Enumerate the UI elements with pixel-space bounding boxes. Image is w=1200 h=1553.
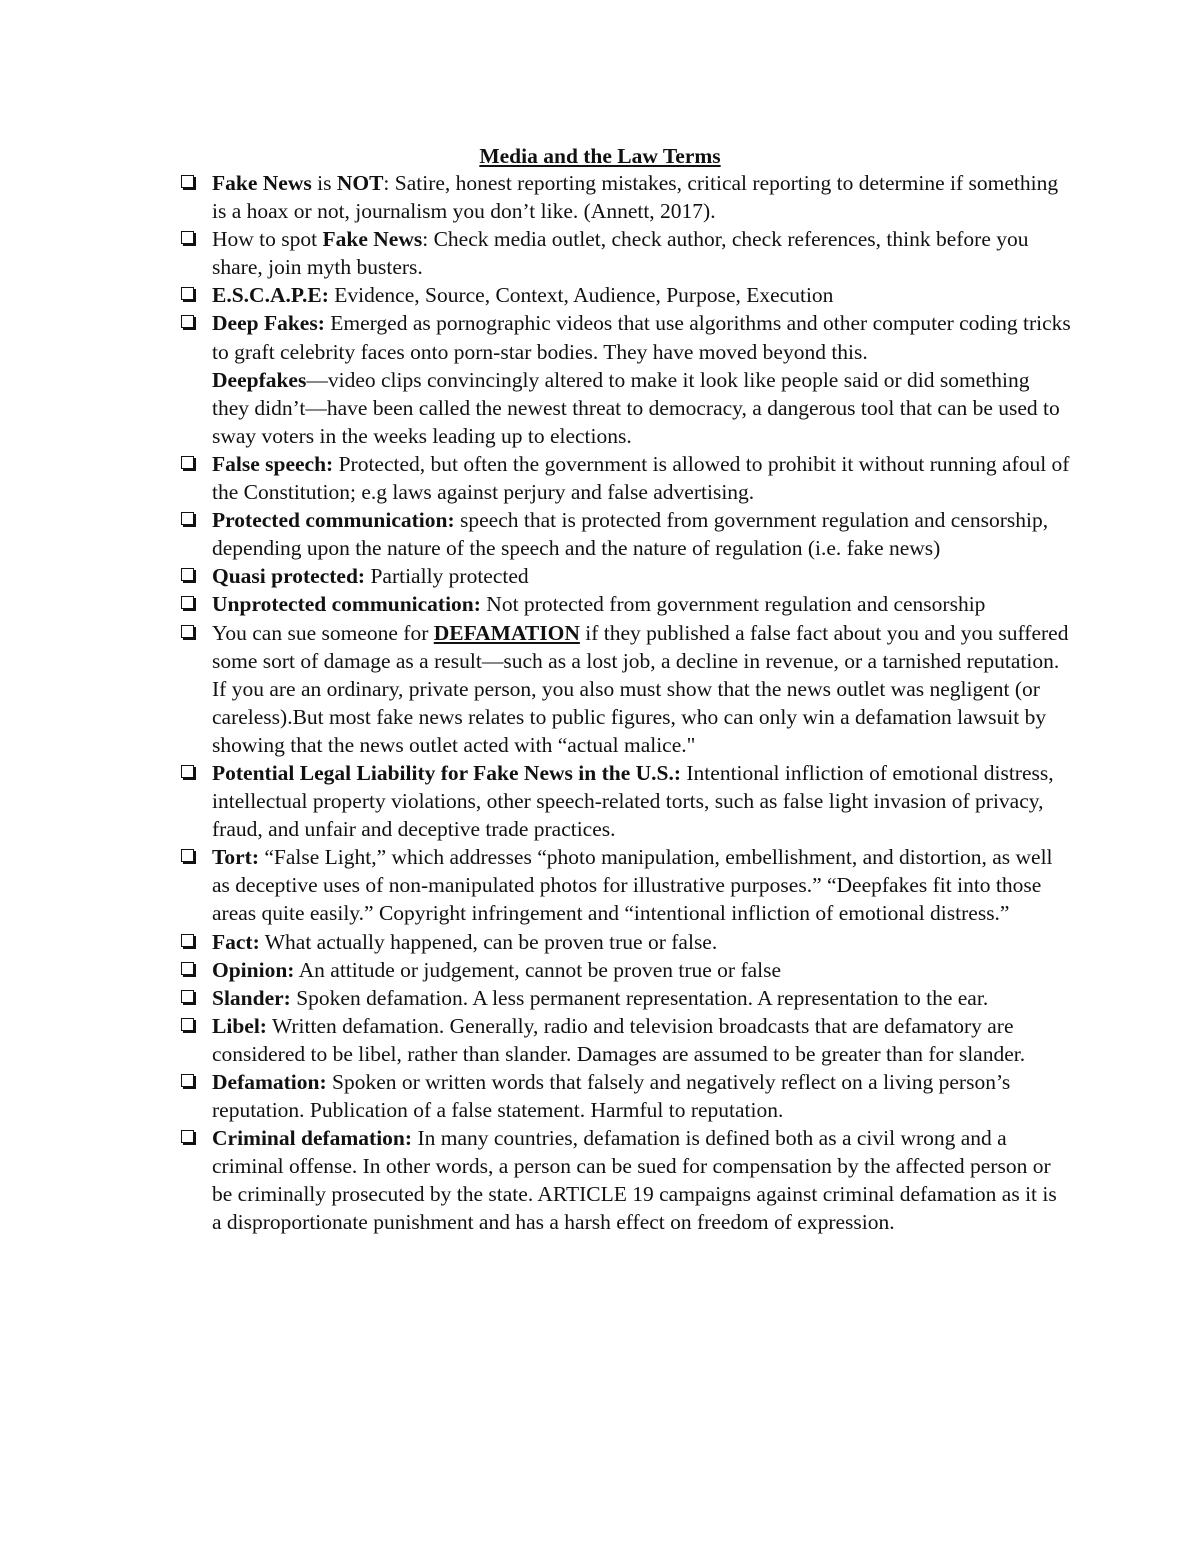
checkbox-bullet-icon: [181, 962, 194, 975]
term-label: Fake News: [212, 171, 312, 195]
term-text: Spoken or written words that falsely and negatively reflect on a living person’s reputation. Publication of a false statement. Harmful to reputation.: [212, 1070, 1011, 1123]
checkbox-bullet-icon: [181, 990, 194, 1003]
term-text: : Satire, honest reporting mistakes, critical reporting to determine if something is a hoax or not, journalism you don’t like. (Annett, 2017).: [212, 171, 1059, 224]
term-text: In many countries, defamation is defined both as a civil wrong and a criminal offense. In other words, a person can be sued for compensation by the affected person or be criminally prosecuted by the state. ARTICLE 19 campaigns against criminal defamation as it is a disproportionate punishment and has a harsh effect on freedom of expression.: [212, 1126, 1057, 1235]
term-text: An attitude or judgement, cannot be proven true or false: [294, 957, 782, 982]
term-label: Deep Fakes:: [212, 311, 325, 336]
checkbox-bullet-icon: [181, 1074, 194, 1087]
term-label: Libel:: [212, 1013, 267, 1038]
term-label: False speech:: [212, 451, 334, 476]
checkbox-bullet-icon: [181, 175, 194, 188]
list-item: [181, 1012, 1071, 1068]
term-label: Fact:: [212, 929, 260, 954]
checkbox-bullet-icon: [181, 568, 194, 581]
term-label: Quasi protected:: [212, 564, 366, 589]
list-item: [181, 928, 1071, 956]
list-item: [181, 843, 1071, 927]
term-label: Opinion:: [212, 957, 295, 982]
checkbox-bullet-icon: [181, 1018, 194, 1031]
checkbox-bullet-icon: [181, 625, 194, 638]
list-item: [181, 309, 1071, 449]
term-text: Not protected from government regulation and censorship: [480, 592, 986, 617]
list-item: [181, 225, 1071, 281]
terms-list: [181, 169, 1071, 1237]
term-text: speech that is protected from government regulation and censorship, depending upon the nature of the speech and the nature of regulation (i.e. fake news): [212, 508, 1049, 561]
checkbox-bullet-icon: [181, 231, 194, 244]
term-label: DEFAMATION: [433, 620, 580, 645]
term-text: You can sue someone for: [212, 620, 434, 645]
checkbox-bullet-icon: [181, 596, 194, 609]
checkbox-bullet-icon: [181, 287, 194, 300]
list-item: [181, 281, 1071, 309]
term-label: Fake News: [322, 227, 423, 252]
term-text: Emerged as pornographic videos that use algorithms and other computer coding tricks to graft celebrity faces onto porn-star bodies. They have moved beyond this.: [212, 311, 1071, 364]
list-item: [181, 956, 1071, 984]
term-text: Intentional infliction of emotional distress, intellectual property violations, other speech-related torts, such as false light invasion of privacy, fraud, and unfair and deceptive trade practices.: [212, 760, 1054, 842]
list-item: [181, 562, 1071, 590]
list-item: [181, 590, 1071, 618]
term-text: Protected, but often the government is allowed to prohibit it without running afoul of the Constitution; e.g laws against perjury and false advertising.: [212, 451, 1070, 505]
list-item: [181, 169, 1071, 225]
term-text: Partially protected: [365, 564, 529, 589]
list-item: [181, 619, 1071, 759]
list-item: [181, 450, 1071, 506]
list-item: [181, 1124, 1071, 1236]
term-label: Criminal defamation:: [212, 1126, 413, 1151]
checkbox-bullet-icon: [181, 765, 194, 778]
term-text: Spoken defamation. A less permanent representation. A representation to the ear.: [290, 985, 989, 1010]
term-label: Potential Legal Liability for Fake News in the U.S.:: [212, 760, 682, 785]
term-text: is: [311, 171, 337, 195]
list-item: [181, 1068, 1071, 1124]
checkbox-bullet-icon: [181, 315, 194, 328]
term-text: Written defamation. Generally, radio and television broadcasts that are defamatory are considered to be libel, rather than slander. Damages are assumed to be greater than for slander.: [212, 1013, 1026, 1066]
term-text: : Check media outlet, check author, check references, think before you share, join myth busters.: [212, 227, 1029, 280]
term-label: Slander:: [212, 985, 291, 1010]
checkbox-bullet-icon: [181, 849, 194, 862]
term-label: Unprotected communication:: [212, 592, 481, 617]
term-label: Deepfakes: [212, 367, 307, 392]
term-label: E.S.C.A.P.E:: [212, 283, 329, 308]
checkbox-bullet-icon: [181, 934, 194, 947]
list-item: [181, 984, 1071, 1012]
list-item: [181, 759, 1071, 843]
page-title: Media and the Law Terms: [479, 144, 721, 168]
checkbox-bullet-icon: [181, 512, 194, 525]
term-text: Evidence, Source, Context, Audience, Purpose, Execution: [328, 283, 834, 308]
term-text: How to spot: [212, 227, 323, 252]
list-item: [181, 506, 1071, 562]
term-label: Defamation:: [212, 1070, 327, 1094]
term-text: “False Light,” which addresses “photo manipulation, embellishment, and distortion, as well as deceptive uses of non-manipulated photos for illustrative purposes.” “Deepfakes fit into those areas quite easily.” Copyright infringement and “intentional infliction of emotional distress.”: [212, 845, 1053, 926]
term-label: NOT: [336, 171, 384, 195]
term-label: Tort:: [212, 845, 259, 870]
term-label: Protected communication:: [212, 508, 455, 533]
term-text: if they published a false fact about you and you suffered some sort of damage as a result—such as a lost job, a decline in revenue, or a tarnished reputation. If you are an ordinary, private person, you also must show that the news outlet was negligent (or careless).But most fake news relates to public figures, who can only win a defamation lawsuit by showing that the news outlet acted with “actual malice.": [212, 620, 1069, 757]
term-text: What actually happened, can be proven true or false.: [259, 929, 718, 954]
checkbox-bullet-icon: [181, 1130, 194, 1143]
checkbox-bullet-icon: [181, 456, 194, 469]
term-text: —video clips convincingly altered to make it look like people said or did something they didn’t—have been called the newest threat to democracy, a dangerous tool that can be used to sway voters in the weeks leading up to elections.: [212, 367, 1060, 448]
